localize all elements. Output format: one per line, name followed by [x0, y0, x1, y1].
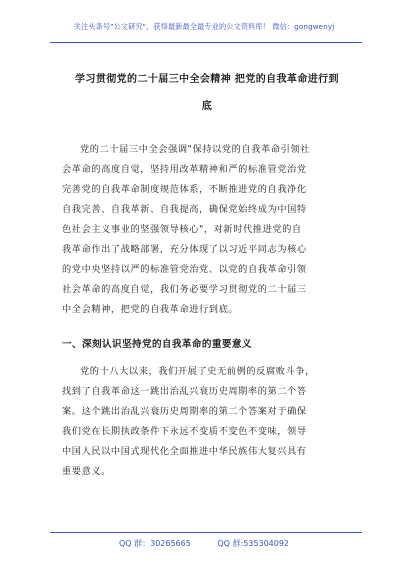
- paragraph-line: 找到了自我革命这一跳出治乱兴衰历史周期率的第二个答: [62, 386, 307, 397]
- paragraph-line: 党的十八大以来，我们开展了史无前例的反腐败斗争，: [80, 366, 315, 377]
- paragraph-line: 我革命作出了战略部署，充分体现了以习近平同志为核心: [62, 244, 307, 255]
- section-heading: 一、深刻认识坚持党的自我革命的重要意义: [62, 339, 252, 350]
- paragraph-line: 色社会主义事业的坚强领导核心"，对新时代推进党的自: [62, 224, 302, 235]
- footer-divider: [50, 532, 362, 533]
- document-title: [62, 66, 352, 120]
- footer-qq-group-2: QQ 群:535304092: [217, 539, 290, 548]
- footer-qq-group-1: QQ 群：30265665: [118, 539, 191, 548]
- paragraph-line: 的党中央坚持以严的标准管党治党、以党的自我革命引领: [62, 264, 307, 275]
- paragraph-line: 重要意义。: [62, 466, 111, 477]
- header-divider: [50, 42, 362, 43]
- paragraph-line: 会革命的高度自觉，坚持用改革精神和严的标准管党治党: [62, 164, 307, 175]
- paragraph-line: 案。这个跳出治乱兴衰历史周期率的第二个答案对于确保: [62, 406, 307, 417]
- paragraph-line: 完善党的自我革命制度规范体系，不断推进党的自我净化: [62, 184, 307, 195]
- paragraph-line: 中国人民以中国式现代化全面推进中华民族伟大复兴具有: [62, 446, 307, 457]
- paragraph-line: 自我完善、自我革新、自我提高，确保党始终成为中国特: [62, 204, 307, 215]
- paragraph-line: 社会革命的高度自觉，我们务必要学习贯彻党的二十届三: [62, 284, 307, 295]
- section1-paragraph: [62, 362, 352, 482]
- intro-paragraph: [62, 140, 352, 320]
- page-footer: [0, 538, 408, 549]
- title-line: 学习贯彻党的二十届三中全会精神 把党的自我革命进行到: [75, 74, 339, 85]
- paragraph-line: 党的二十届三中全会强调"保持以党的自我革命引领社: [80, 144, 310, 155]
- page-header-promo: 关注头条号"公文研究"，获得最新最全最专业的公文资料库！ 微信：gongwenyj: [73, 22, 335, 31]
- paragraph-line: 中全会精神，把党的自我革命进行到底。: [62, 304, 239, 315]
- paragraph-line: 我们党在长期执政条件下永远不变质不变色不变味，领导: [62, 426, 307, 437]
- title-line: 底: [201, 101, 213, 112]
